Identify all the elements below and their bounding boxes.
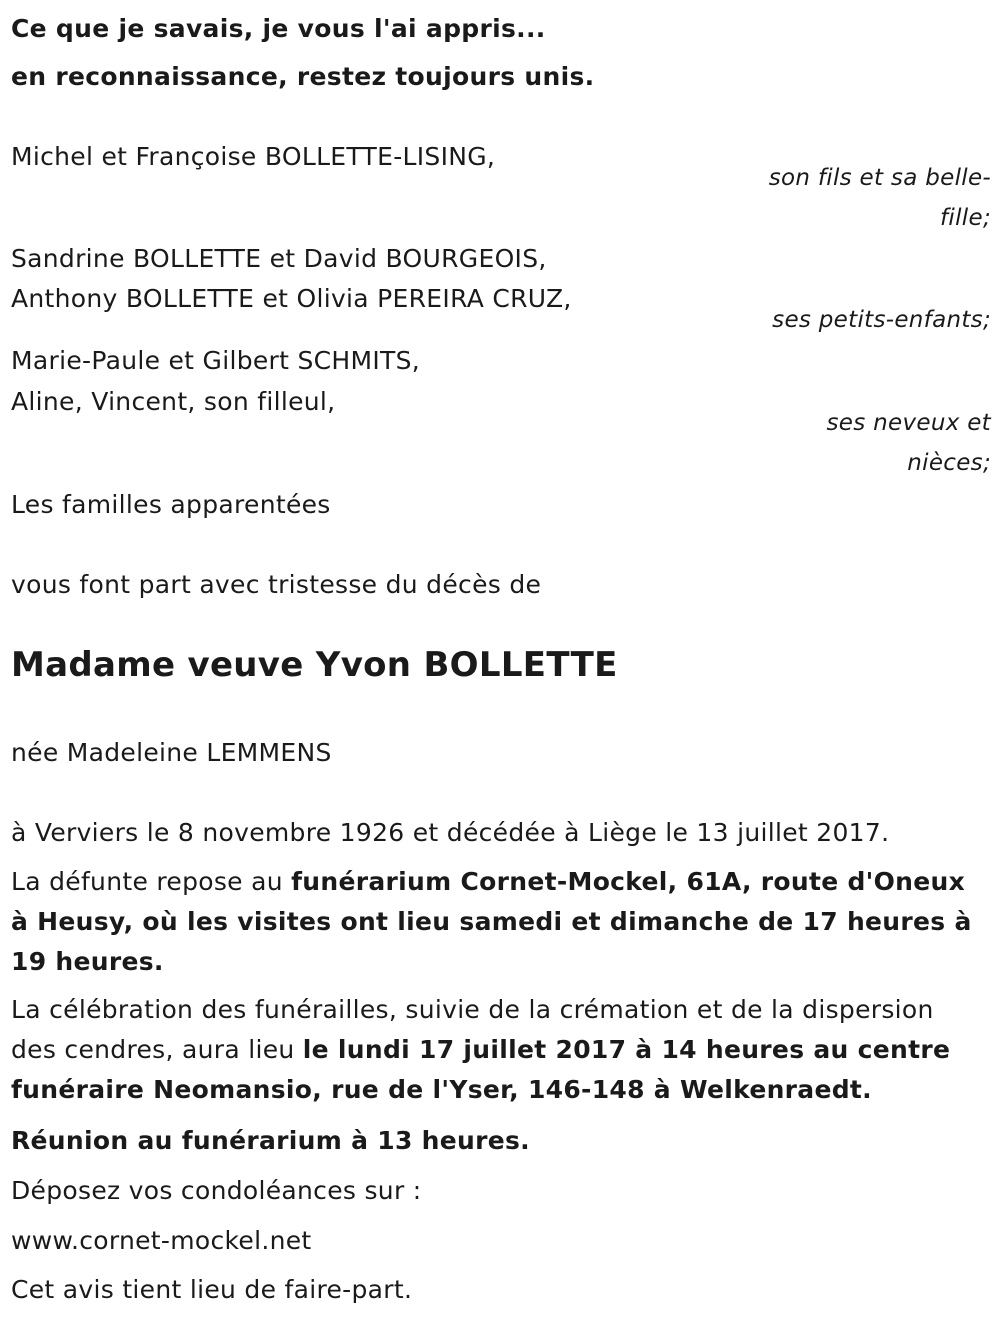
- epitaph-line-2: en reconnaissance, restez toujours unis.: [11, 62, 595, 91]
- rest-location: funérarium Cornet-Mockel, 61A, route d'Oneux à Heusy, où les visites ont lieu samedi et dimanche de 17 heures à 19 heures.: [11, 867, 972, 976]
- condolences-text: Déposez vos condoléances sur :: [11, 1176, 422, 1205]
- family-nephew-2: Aline, Vincent, son filleul,: [11, 387, 336, 416]
- notice-text: Cet avis tient lieu de faire-part.: [11, 1275, 413, 1304]
- rest-paragraph: [11, 862, 986, 982]
- deceased-name: Madame veuve Yvon BOLLETTE: [11, 645, 618, 685]
- family-nephews-relation: ses neveux et nièces;: [826, 410, 991, 476]
- ceremony-paragraph: [11, 990, 986, 1110]
- family-nephew-1: Marie-Paule et Gilbert SCHMITS,: [11, 346, 421, 375]
- rest-prefix: La défunte repose au: [11, 867, 292, 896]
- family-related: Les familles apparentées: [11, 490, 331, 519]
- family-grandchild-2: Anthony BOLLETTE et Olivia PEREIRA CRUZ,: [11, 284, 572, 313]
- deceased-birth-name: née Madeleine LEMMENS: [11, 738, 332, 767]
- meeting-info: Réunion au funérarium à 13 heures.: [11, 1126, 530, 1155]
- family-son-names: Michel et Françoise BOLLETTE-LISING,: [11, 142, 496, 171]
- ceremony-prefix: La célébration des funérailles, suivie de la crémation et de la dispersion des cendres, aura lieu: [11, 995, 934, 1064]
- deceased-dates: à Verviers le 8 novembre 1926 et décédée à Liège le 13 juillet 2017.: [11, 818, 890, 847]
- ceremony-details: le lundi 17 juillet 2017 à 14 heures au centre funéraire Neomansio, rue de l'Yser, 146-148 à Welkenraedt.: [11, 1035, 951, 1104]
- family-grandchild-1: Sandrine BOLLETTE et David BOURGEOIS,: [11, 244, 547, 273]
- announcement-text: vous font part avec tristesse du décès de: [11, 570, 542, 599]
- website-link[interactable]: www.cornet-mockel.net: [11, 1226, 312, 1255]
- epitaph-line-1: Ce que je savais, je vous l'ai appris...: [11, 14, 546, 43]
- family-grandchildren-relation: ses petits-enfants;: [772, 307, 991, 333]
- family-son-relation: son fils et sa belle-fille;: [768, 165, 991, 231]
